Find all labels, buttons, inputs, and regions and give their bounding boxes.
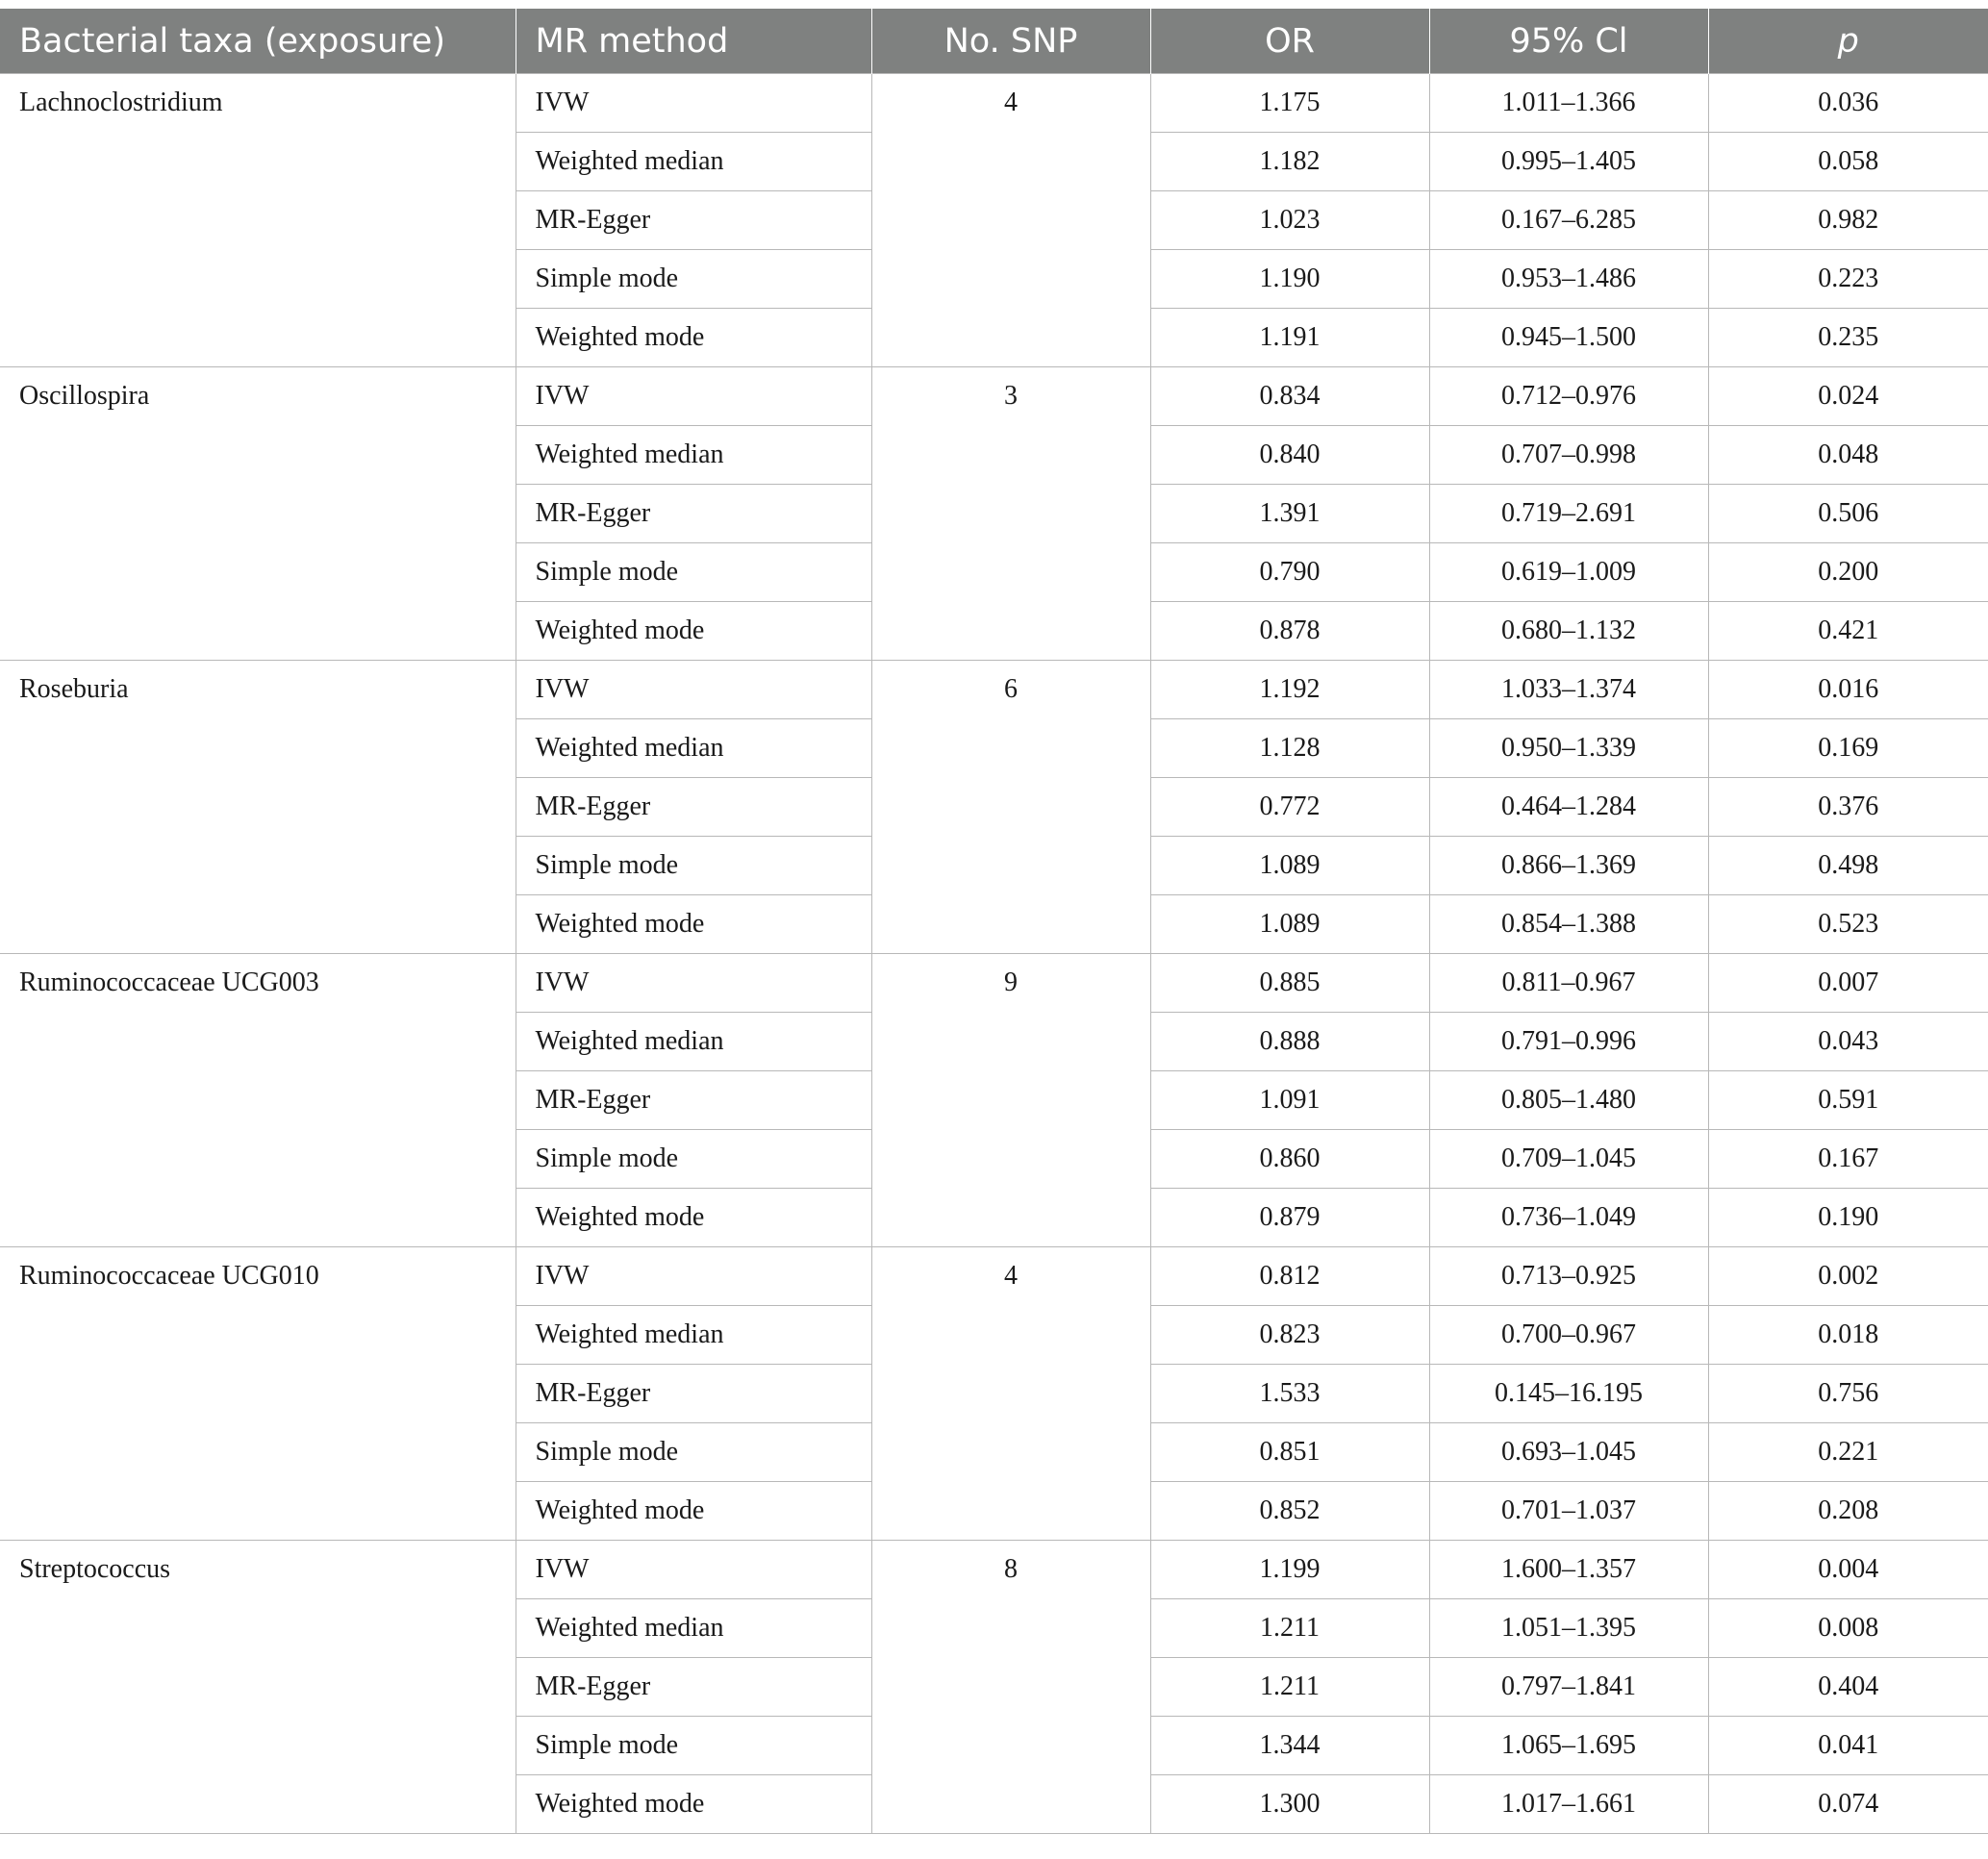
method-cell: IVW [516,661,871,719]
or-cell: 1.344 [1150,1717,1429,1775]
p-cell: 0.018 [1708,1306,1988,1365]
p-cell: 0.235 [1708,309,1988,367]
p-cell: 0.058 [1708,133,1988,191]
header-or: OR [1150,9,1429,74]
table-row [0,1541,1988,1599]
table-body [0,74,1988,1834]
p-cell: 0.523 [1708,895,1988,954]
p-cell: 0.223 [1708,250,1988,309]
or-cell: 0.790 [1150,543,1429,602]
ci-cell: 0.719–2.691 [1429,485,1708,543]
method-cell: Simple mode [516,250,871,309]
or-cell: 0.812 [1150,1247,1429,1306]
method-cell: Weighted median [516,426,871,485]
or-cell: 1.175 [1150,74,1429,133]
p-cell: 0.376 [1708,778,1988,837]
p-cell: 0.404 [1708,1658,1988,1717]
method-cell: IVW [516,74,871,133]
or-cell: 1.089 [1150,837,1429,895]
method-cell: MR-Egger [516,1071,871,1130]
ci-cell: 1.051–1.395 [1429,1599,1708,1658]
table-row [0,954,1988,1013]
p-cell: 0.074 [1708,1775,1988,1834]
method-cell: Weighted median [516,1599,871,1658]
ci-cell: 0.811–0.967 [1429,954,1708,1013]
ci-cell: 0.791–0.996 [1429,1013,1708,1071]
taxa-cell: Oscillospira [0,367,516,661]
p-cell: 0.421 [1708,602,1988,661]
ci-cell: 0.953–1.486 [1429,250,1708,309]
p-cell: 0.008 [1708,1599,1988,1658]
taxa-cell: Ruminococcaceae UCG003 [0,954,516,1247]
method-cell: Weighted median [516,1306,871,1365]
header-row [0,9,1988,74]
header-method: MR method [516,9,871,74]
table-row [0,74,1988,133]
snp-cell: 8 [871,1541,1150,1834]
or-cell: 1.211 [1150,1599,1429,1658]
or-cell: 1.391 [1150,485,1429,543]
or-cell: 0.860 [1150,1130,1429,1189]
or-cell: 1.023 [1150,191,1429,250]
or-cell: 0.851 [1150,1423,1429,1482]
ci-cell: 0.713–0.925 [1429,1247,1708,1306]
ci-cell: 0.805–1.480 [1429,1071,1708,1130]
or-cell: 0.852 [1150,1482,1429,1541]
ci-cell: 1.011–1.366 [1429,74,1708,133]
method-cell: MR-Egger [516,485,871,543]
p-cell: 0.043 [1708,1013,1988,1071]
method-cell: Weighted mode [516,602,871,661]
ci-cell: 0.619–1.009 [1429,543,1708,602]
ci-cell: 0.701–1.037 [1429,1482,1708,1541]
p-cell: 0.007 [1708,954,1988,1013]
p-cell: 0.024 [1708,367,1988,426]
p-cell: 0.167 [1708,1130,1988,1189]
or-cell: 1.533 [1150,1365,1429,1423]
snp-cell: 4 [871,1247,1150,1541]
p-cell: 0.221 [1708,1423,1988,1482]
method-cell: MR-Egger [516,191,871,250]
or-cell: 0.834 [1150,367,1429,426]
taxa-cell: Streptococcus [0,1541,516,1834]
method-cell: Simple mode [516,837,871,895]
method-cell: Weighted mode [516,309,871,367]
or-cell: 1.091 [1150,1071,1429,1130]
or-cell: 1.300 [1150,1775,1429,1834]
ci-cell: 0.945–1.500 [1429,309,1708,367]
table-row [0,661,1988,719]
method-cell: Weighted median [516,133,871,191]
method-cell: Weighted mode [516,1482,871,1541]
or-cell: 1.192 [1150,661,1429,719]
or-cell: 1.128 [1150,719,1429,778]
p-cell: 0.004 [1708,1541,1988,1599]
p-cell: 0.208 [1708,1482,1988,1541]
header-ci: 95% Cl [1429,9,1708,74]
method-cell: Simple mode [516,543,871,602]
ci-cell: 0.866–1.369 [1429,837,1708,895]
method-cell: IVW [516,954,871,1013]
snp-cell: 6 [871,661,1150,954]
p-cell: 0.591 [1708,1071,1988,1130]
header-p: p [1708,9,1988,74]
method-cell: IVW [516,367,871,426]
ci-cell: 0.712–0.976 [1429,367,1708,426]
ci-cell: 0.709–1.045 [1429,1130,1708,1189]
ci-cell: 0.797–1.841 [1429,1658,1708,1717]
p-cell: 0.036 [1708,74,1988,133]
table-row [0,367,1988,426]
or-cell: 0.772 [1150,778,1429,837]
or-cell: 0.879 [1150,1189,1429,1247]
or-cell: 1.191 [1150,309,1429,367]
ci-cell: 0.700–0.967 [1429,1306,1708,1365]
p-cell: 0.048 [1708,426,1988,485]
method-cell: Simple mode [516,1717,871,1775]
ci-cell: 0.145–16.195 [1429,1365,1708,1423]
p-cell: 0.982 [1708,191,1988,250]
snp-cell: 4 [871,74,1150,367]
ci-cell: 0.167–6.285 [1429,191,1708,250]
snp-cell: 9 [871,954,1150,1247]
p-cell: 0.506 [1708,485,1988,543]
ci-cell: 0.736–1.049 [1429,1189,1708,1247]
ci-cell: 0.995–1.405 [1429,133,1708,191]
taxa-cell: Lachnoclostridium [0,74,516,367]
method-cell: Weighted median [516,719,871,778]
taxa-cell: Ruminococcaceae UCG010 [0,1247,516,1541]
snp-cell: 3 [871,367,1150,661]
or-cell: 1.190 [1150,250,1429,309]
method-cell: MR-Egger [516,778,871,837]
method-cell: Weighted median [516,1013,871,1071]
method-cell: MR-Egger [516,1658,871,1717]
header-taxa: Bacterial taxa (exposure) [0,9,516,74]
p-cell: 0.756 [1708,1365,1988,1423]
taxa-cell: Roseburia [0,661,516,954]
or-cell: 1.199 [1150,1541,1429,1599]
method-cell: Weighted mode [516,895,871,954]
p-cell: 0.498 [1708,837,1988,895]
or-cell: 1.211 [1150,1658,1429,1717]
p-cell: 0.002 [1708,1247,1988,1306]
method-cell: Weighted mode [516,1189,871,1247]
ci-cell: 0.707–0.998 [1429,426,1708,485]
results-table [0,9,1988,1834]
ci-cell: 1.065–1.695 [1429,1717,1708,1775]
ci-cell: 1.600–1.357 [1429,1541,1708,1599]
or-cell: 0.888 [1150,1013,1429,1071]
table-row [0,1247,1988,1306]
p-cell: 0.041 [1708,1717,1988,1775]
method-cell: MR-Egger [516,1365,871,1423]
ci-cell: 1.017–1.661 [1429,1775,1708,1834]
p-cell: 0.169 [1708,719,1988,778]
p-cell: 0.016 [1708,661,1988,719]
ci-cell: 0.464–1.284 [1429,778,1708,837]
ci-cell: 0.854–1.388 [1429,895,1708,954]
method-cell: Simple mode [516,1423,871,1482]
p-cell: 0.200 [1708,543,1988,602]
method-cell: IVW [516,1541,871,1599]
or-cell: 1.182 [1150,133,1429,191]
or-cell: 0.885 [1150,954,1429,1013]
header-snp: No. SNP [871,9,1150,74]
method-cell: Weighted mode [516,1775,871,1834]
ci-cell: 0.680–1.132 [1429,602,1708,661]
ci-cell: 1.033–1.374 [1429,661,1708,719]
p-cell: 0.190 [1708,1189,1988,1247]
or-cell: 1.089 [1150,895,1429,954]
method-cell: IVW [516,1247,871,1306]
or-cell: 0.823 [1150,1306,1429,1365]
method-cell: Simple mode [516,1130,871,1189]
ci-cell: 0.950–1.339 [1429,719,1708,778]
ci-cell: 0.693–1.045 [1429,1423,1708,1482]
or-cell: 0.878 [1150,602,1429,661]
or-cell: 0.840 [1150,426,1429,485]
